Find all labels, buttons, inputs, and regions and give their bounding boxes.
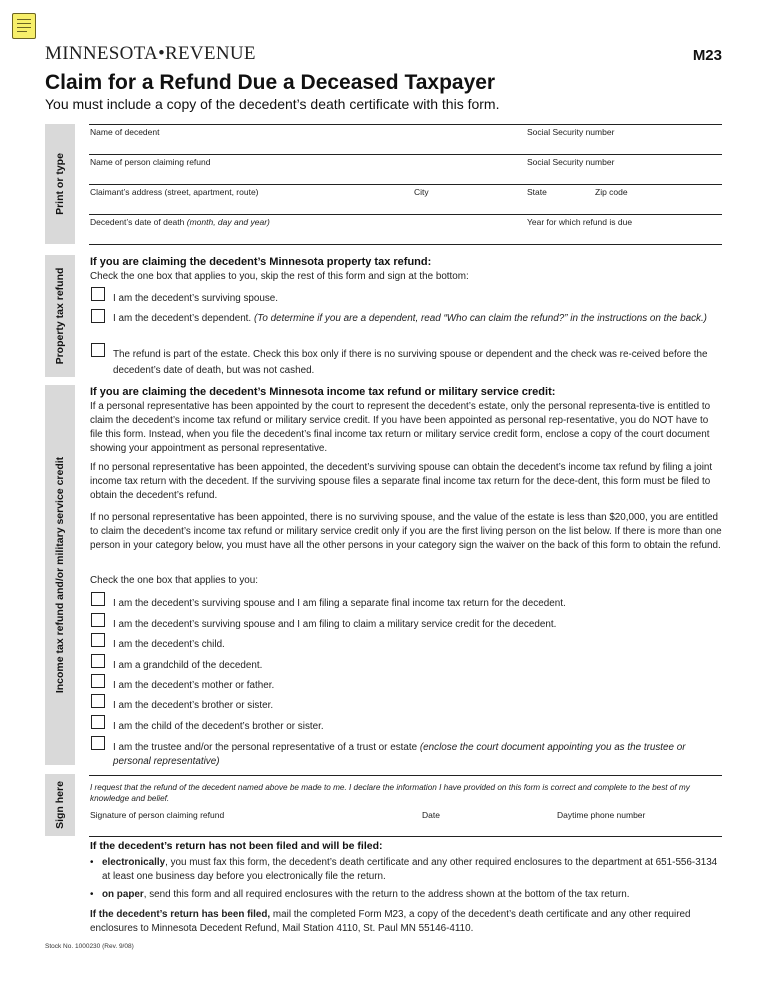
property-estate-checkbox[interactable]: [91, 343, 105, 357]
tab-income-label: Income tax refund and/or military service credit: [54, 456, 66, 694]
filing-electronic-text: , you must fax this form, the decedent’s death certificate and any other required enclosures to the department at 651-556-3134 at least one business day before you electronically file the return.: [102, 857, 718, 882]
death-date-hint: (month, day and year): [186, 217, 270, 227]
note-icon[interactable]: [12, 13, 36, 39]
income-child-checkbox[interactable]: [91, 633, 105, 647]
income-parent-checkbox[interactable]: [91, 674, 105, 688]
divider: [89, 184, 722, 185]
property-estate-label: The refund is part of the estate. Check this box only if there is no surviving spouse or dependent and the check was re-ceived before the decedent’s date of death, but was not cashed.: [113, 349, 708, 376]
income-grandchild-checkbox[interactable]: [91, 654, 105, 668]
tab-sign-label: Sign here: [54, 781, 66, 829]
divider: [89, 775, 722, 776]
income-parent-label: I am the decedent’s mother or father.: [113, 680, 275, 691]
filing-electronic-bold: electronically: [102, 857, 166, 868]
filing-electronic: [102, 856, 722, 884]
tab-income-tax: [45, 385, 75, 765]
property-spouse-label: I am the decedent’s surviving spouse.: [113, 293, 279, 304]
zip-field[interactable]: Zip code: [595, 187, 628, 197]
page-title: Claim for a Refund Due a Deceased Taxpayer: [45, 71, 496, 94]
filing-heading: If the decedent’s return has not been filed and will be filed:: [90, 840, 383, 852]
sign-date-field[interactable]: Date: [422, 810, 440, 820]
claimant-address-field[interactable]: Claimant’s address (street, apartment, route): [90, 187, 259, 197]
divider: [89, 836, 722, 837]
property-heading: If you are claiming the decedent’s Minnesota property tax refund:: [90, 256, 432, 268]
income-nibling-label: I am the child of the decedent’s brother or sister.: [113, 721, 324, 732]
income-para-3: If no personal representative has been appointed, there is no surviving spouse, and the value of the estate is less than $20,000, you are entitled to claim the decedent’s income tax refund or military service credit only if you are the first living person on the list below. If there is more than one person in your category below, you must have all the other persons in your category sign the waiver on the back of this form to obtain the refund.: [90, 512, 722, 551]
income-spouse-military-label: I am the decedent’s surviving spouse and I am filing to claim a military service credit for the decedent.: [113, 619, 557, 630]
tab-property-tax: [45, 255, 75, 377]
death-date-label: Decedent’s date of death: [90, 217, 185, 227]
property-dependent-checkbox[interactable]: [91, 309, 105, 323]
stock-number: Stock No. 1000230 (Rev. 9/08): [45, 943, 134, 950]
bullet-dot: •: [90, 857, 94, 868]
page-subtitle: You must include a copy of the decedent’s death certificate with this form.: [45, 96, 500, 112]
property-dependent-text: I am the decedent’s dependent.: [113, 313, 252, 324]
income-trustee-checkbox[interactable]: [91, 736, 105, 750]
tab-print-label: Print or type: [54, 153, 66, 215]
filing-filed-bold: If the decedent’s return has been filed,: [90, 909, 271, 920]
signature-field[interactable]: Signature of person claiming refund: [90, 810, 225, 820]
claimant-name-field[interactable]: Name of person claiming refund: [90, 157, 211, 167]
income-trustee-text: I am the trustee and/or the personal representative of a trust or estate: [113, 742, 418, 753]
death-date-field[interactable]: [90, 217, 270, 227]
divider: [89, 244, 722, 245]
income-para-2: If no personal representative has been appointed, the decedent’s surviving spouse can obtain the decedent’s income tax refund by filing a joint income tax return with the decedent. If the surviving spouse files a separate final income tax return for the dece-dent, this form must be filed to obtain the decedent’s refund.: [90, 462, 713, 501]
filing-filed-text: mail the completed Form M23, a copy of the decedent’s death certificate and any other required enclosures to Minnesota Decedent Refund, Mail Station 4110, St. Paul MN 55146-4110.: [90, 909, 691, 934]
income-spouse-military-checkbox[interactable]: [91, 613, 105, 627]
tab-property-label: Property tax refund: [54, 267, 66, 365]
filing-paper: [102, 888, 722, 902]
divider: [89, 214, 722, 215]
bullet-dot: •: [90, 889, 94, 900]
divider: [89, 124, 722, 125]
income-grandchild-label: I am a grandchild of the decedent.: [113, 660, 263, 671]
tab-sign-here: [45, 774, 75, 836]
income-nibling-checkbox[interactable]: [91, 715, 105, 729]
divider: [89, 154, 722, 155]
filing-paper-text: , send this form and all required enclosures with the return to the address shown at the bottom of the tax return.: [143, 889, 630, 900]
property-dependent-label: [113, 312, 725, 326]
phone-field[interactable]: Daytime phone number: [557, 810, 646, 820]
state-field[interactable]: State: [527, 187, 547, 197]
income-heading: If you are claiming the decedent’s Minnesota income tax refund or military service credit:: [90, 386, 556, 398]
tab-print-or-type: [45, 124, 75, 244]
brand-logo: MINNESOTA•REVENUE: [45, 43, 256, 64]
income-child-label: I am the decedent’s child.: [113, 639, 225, 650]
income-para-1: If a personal representative has been appointed by the court to represent the decedent’s estate, only the personal representa-tive is entitled to claim the decedent’s income tax refund or military service credit. If you have been appointed as personal rep-resentative, you do NOT have to file this form. Instead, when you file the decedent’s final income tax return or military service credit form, enclose a copy of the court document showing your appointment as personal representative.: [90, 401, 711, 454]
property-spouse-checkbox[interactable]: [91, 287, 105, 301]
filing-paper-bold: on paper: [102, 889, 144, 900]
property-instruction: Check the one box that applies to you, skip the rest of this form and sign at the bottom:: [90, 271, 469, 282]
sign-declaration: I request that the refund of the decedent named above be made to me. I declare the information I have provided on this form is correct and complete to the best of my knowledge and belief.: [90, 783, 690, 803]
income-sibling-checkbox[interactable]: [91, 694, 105, 708]
income-trustee-note: (enclose the court document appointing you as the trustee or personal representative): [113, 742, 686, 767]
decedent-name-field[interactable]: Name of decedent: [90, 127, 160, 137]
filing-filed: [90, 908, 722, 936]
income-sibling-label: I am the decedent’s brother or sister.: [113, 700, 274, 711]
income-spouse-separate-checkbox[interactable]: [91, 592, 105, 606]
property-dependent-note: (To determine if you are a dependent, read “Who can claim the refund?” in the instructions on the back.): [253, 313, 707, 324]
income-trustee-label: [113, 741, 725, 769]
claimant-ssn-field[interactable]: Social Security number: [527, 157, 615, 167]
income-spouse-separate-label: I am the decedent’s surviving spouse and I am filing a separate final income tax return for the decedent.: [113, 598, 566, 609]
refund-year-field[interactable]: Year for which refund is due: [527, 217, 633, 227]
income-instruction: Check the one box that applies to you:: [90, 575, 258, 586]
decedent-ssn-field[interactable]: Social Security number: [527, 127, 615, 137]
form-number: M23: [692, 47, 722, 64]
city-field[interactable]: City: [414, 187, 429, 197]
